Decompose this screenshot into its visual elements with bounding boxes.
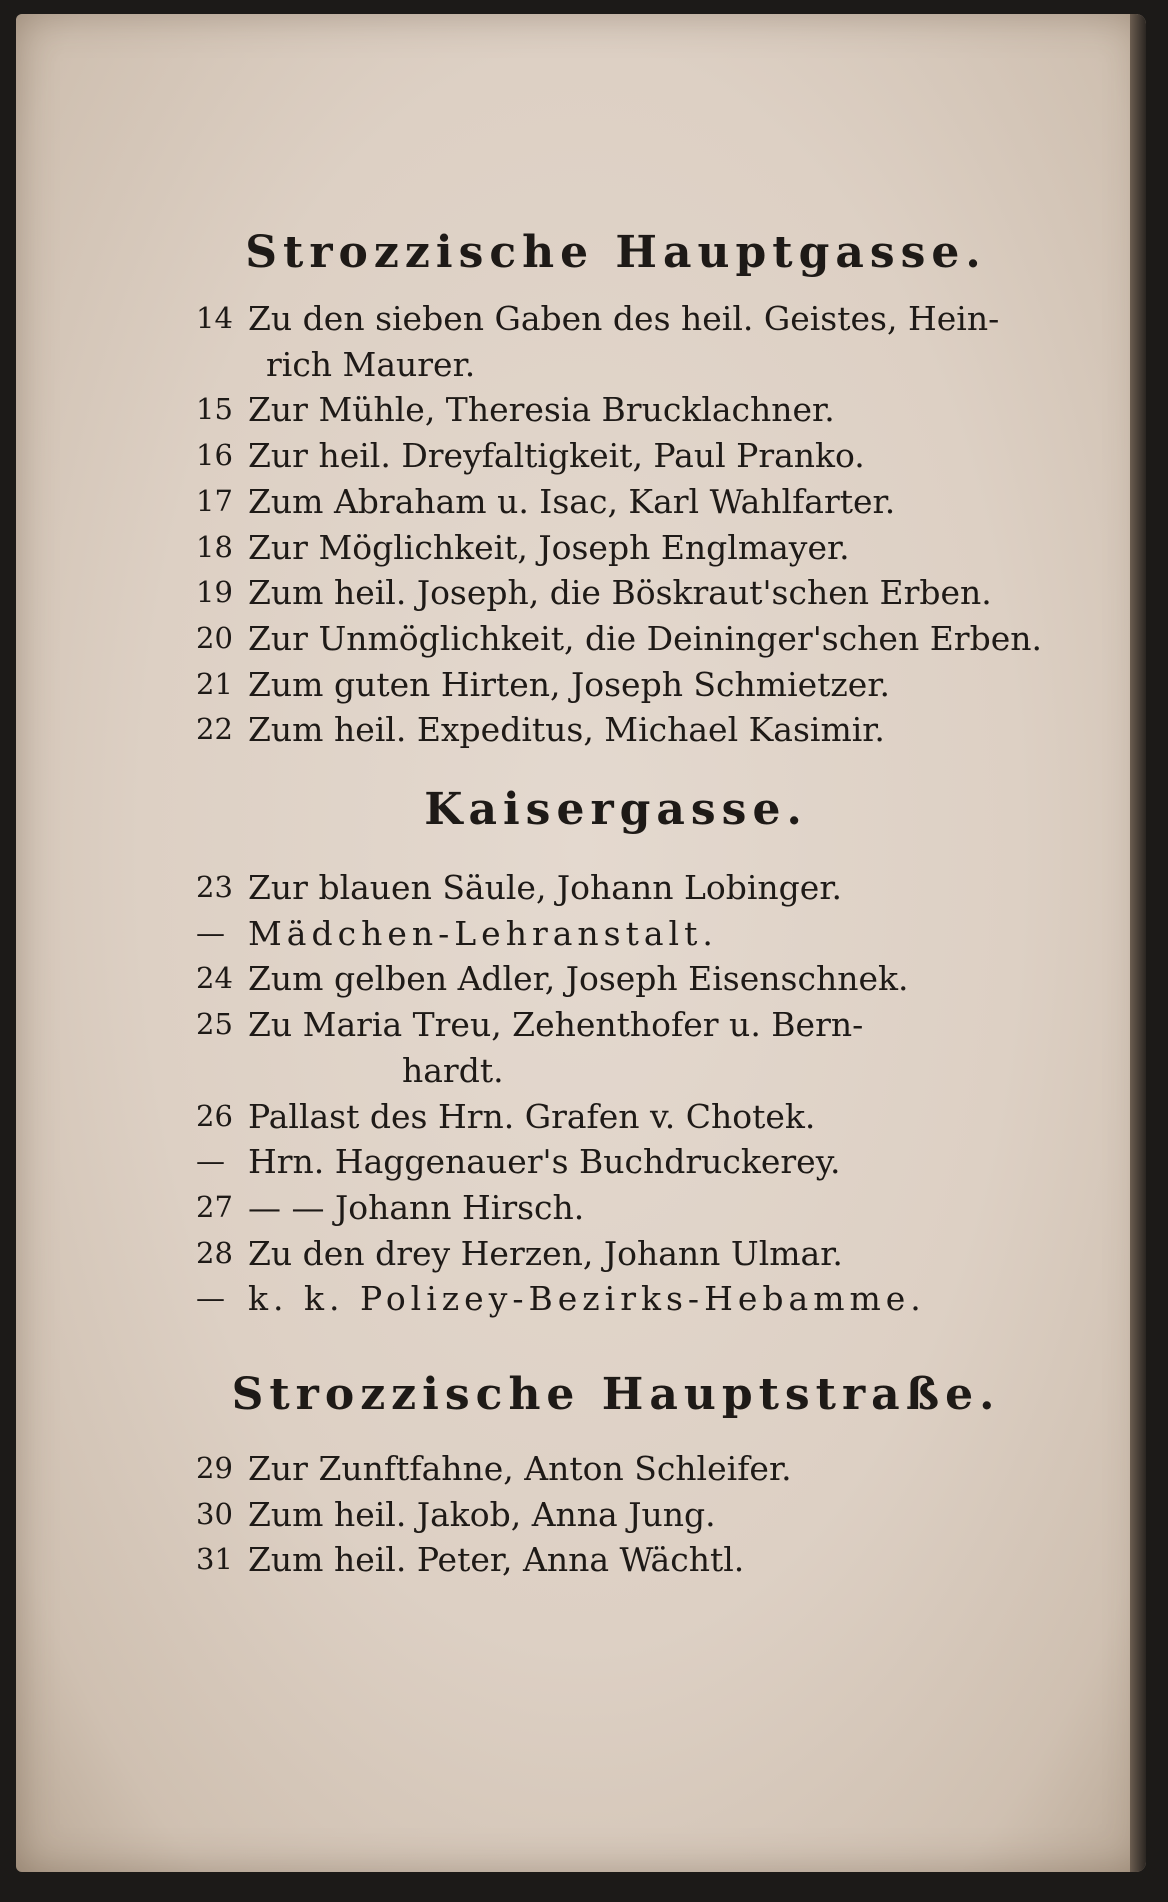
list-item bbox=[196, 479, 1036, 525]
entry-text: — — Johann Hirsch. bbox=[248, 1187, 585, 1227]
entry-text: Pallast des Hrn. Grafen v. Chotek. bbox=[248, 1096, 816, 1136]
house-number: 20 bbox=[196, 620, 233, 655]
house-number: 15 bbox=[196, 392, 233, 427]
page-content bbox=[196, 222, 1042, 1583]
list-item bbox=[196, 1276, 1036, 1322]
list-item bbox=[196, 1002, 1036, 1048]
list-item bbox=[196, 1446, 1036, 1492]
house-number: 27 bbox=[196, 1189, 233, 1224]
house-number: 22 bbox=[196, 712, 233, 747]
list-item bbox=[196, 911, 1036, 957]
list-item bbox=[196, 707, 1036, 753]
list-item bbox=[196, 570, 1036, 616]
house-number: 26 bbox=[196, 1098, 233, 1133]
list-item bbox=[196, 616, 1042, 662]
entry-text: Zu den sieben Gaben des heil. Geistes, Hein- bbox=[248, 299, 1000, 338]
section-heading-strozzische-hauptgasse: Strozzische Hauptgasse. bbox=[245, 227, 987, 278]
house-number: 24 bbox=[196, 961, 233, 996]
entry-text: Zur heil. Dreyfaltigkeit, Paul Pranko. bbox=[248, 436, 865, 476]
list-item bbox=[196, 525, 1036, 571]
entry-text: k. k. Polizey-Bezirks-Hebamme. bbox=[248, 1279, 926, 1319]
house-number: 21 bbox=[196, 666, 233, 701]
list-item bbox=[196, 1492, 1036, 1538]
list-item bbox=[196, 865, 1036, 911]
entry-text: Zu Maria Treu, Zehenthofer u. Bern- bbox=[248, 1005, 864, 1045]
house-number: — bbox=[196, 1144, 225, 1179]
entry-text: Zum heil. Expeditus, Michael Kasimir. bbox=[248, 710, 885, 750]
list-item bbox=[196, 956, 1036, 1002]
entry-text: Zum guten Hirten, Joseph Schmietzer. bbox=[248, 664, 890, 704]
list-item bbox=[196, 1537, 1036, 1583]
house-number: 31 bbox=[196, 1542, 233, 1577]
entry-text: Hrn. Haggenauer's Buchdruckerey. bbox=[248, 1142, 841, 1182]
entry-text: Zum heil. Jakob, Anna Jung. bbox=[248, 1494, 716, 1534]
entry-text: Zur blauen Säule, Johann Lobinger. bbox=[248, 868, 842, 908]
list-item bbox=[196, 387, 1036, 433]
section-heading-kaisergasse: Kaisergasse. bbox=[424, 784, 808, 836]
list-item bbox=[196, 662, 1036, 708]
house-number: 19 bbox=[196, 575, 233, 610]
entry-text: Zur Möglichkeit, Joseph Englmayer. bbox=[248, 527, 850, 567]
page-edge bbox=[1130, 14, 1146, 1872]
house-number: 17 bbox=[196, 483, 233, 518]
house-number: 23 bbox=[196, 870, 233, 905]
list-item bbox=[196, 1185, 1036, 1231]
list-item bbox=[196, 1139, 1036, 1185]
entry-text: Zur Unmöglichkeit, die Deininger'schen Erben. bbox=[248, 618, 1042, 658]
house-number: 14 bbox=[196, 301, 233, 335]
house-number: 30 bbox=[196, 1496, 233, 1531]
house-number: 25 bbox=[196, 1007, 233, 1042]
entry-text: Zum Abraham u. Isac, Karl Wahlfarter. bbox=[248, 481, 896, 521]
list-item bbox=[196, 296, 1036, 342]
house-number: — bbox=[196, 915, 225, 950]
entry-text: Zum heil. Peter, Anna Wächtl. bbox=[248, 1540, 745, 1580]
list-item bbox=[196, 1231, 1036, 1277]
house-number: 16 bbox=[196, 438, 233, 473]
house-number: — bbox=[196, 1281, 225, 1316]
entry-text: Zur Mühle, Theresia Brucklachner. bbox=[248, 390, 835, 430]
entry-continuation: rich Maurer. bbox=[266, 344, 476, 384]
list-item bbox=[196, 1094, 1036, 1140]
section-heading-strozzische-hauptstrasse: Strozzische Hauptstraße. bbox=[231, 1369, 1001, 1421]
house-number: 29 bbox=[196, 1451, 233, 1486]
house-number: 28 bbox=[196, 1235, 233, 1270]
entry-text: Zum heil. Joseph, die Böskraut'schen Erben. bbox=[248, 573, 992, 613]
entry-text: Zum gelben Adler, Joseph Eisenschnek. bbox=[248, 959, 909, 999]
house-number: 18 bbox=[196, 529, 233, 564]
list-item bbox=[196, 433, 1036, 479]
entry-text: Mädchen-Lehranstalt. bbox=[248, 913, 718, 953]
entry-continuation: hardt. bbox=[402, 1050, 504, 1090]
entry-text: Zur Zunftfahne, Anton Schleifer. bbox=[248, 1449, 792, 1489]
entry-text: Zu den drey Herzen, Johann Ulmar. bbox=[248, 1233, 843, 1273]
